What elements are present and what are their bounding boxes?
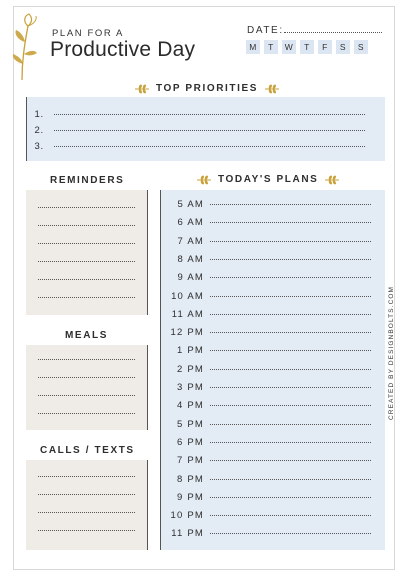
meal-line[interactable] [38, 377, 135, 378]
priority-number: 3. [34, 141, 44, 152]
time-slot-row[interactable] [160, 364, 371, 375]
calls-right-border [147, 460, 148, 550]
time-slot-row[interactable] [160, 419, 371, 430]
weekday-box[interactable]: T [264, 40, 278, 54]
reminders-panel [26, 190, 147, 315]
weekday-box[interactable]: S [354, 40, 368, 54]
time-label: 12 PM [170, 327, 204, 339]
top-priorities-label: TOP PRIORITIES [156, 83, 259, 94]
time-label: 8 AM [177, 253, 204, 265]
time-slot-row[interactable] [160, 455, 371, 466]
time-label: 9 AM [177, 272, 204, 284]
time-slot-row[interactable] [160, 345, 371, 356]
plans-left-border [160, 190, 161, 550]
time-slot-row[interactable] [160, 199, 371, 210]
reminder-line[interactable] [38, 297, 135, 298]
subtitle: PLAN FOR A [52, 28, 124, 39]
reminder-line[interactable] [38, 243, 135, 244]
time-label: 5 AM [177, 199, 204, 210]
calls-texts-panel [26, 460, 147, 550]
top-priorities-panel [26, 97, 385, 161]
reminders-heading: REMINDERS [50, 175, 125, 186]
time-label: 7 AM [177, 235, 204, 247]
weekday-box[interactable]: M [246, 40, 260, 54]
time-slot-row[interactable] [160, 474, 371, 485]
time-label: 2 PM [177, 363, 204, 375]
sprig-left-icon [134, 84, 150, 94]
weekday-selector [246, 40, 368, 54]
date-field-line[interactable] [284, 32, 382, 33]
top-priorities-heading [134, 83, 280, 94]
priority-number: 2. [34, 125, 44, 136]
time-slot-row[interactable] [160, 327, 371, 338]
time-label: 9 PM [177, 491, 204, 503]
time-slot-row[interactable] [160, 309, 371, 320]
sprig-right-icon [324, 175, 340, 185]
credit-text: CREATED BY DESIGNBOLTS.COM [388, 285, 395, 420]
reminder-line[interactable] [38, 207, 135, 208]
time-slot-row[interactable] [160, 400, 371, 411]
priority-row[interactable] [26, 125, 365, 136]
page-title: Productive Day [50, 38, 196, 61]
meal-line[interactable] [38, 359, 135, 360]
call-line[interactable] [38, 530, 135, 531]
sprig-right-icon [264, 84, 280, 94]
time-slot-row[interactable] [160, 272, 371, 283]
time-label: 1 PM [177, 345, 204, 357]
time-slot-row[interactable] [160, 437, 371, 448]
time-slot-row[interactable] [160, 291, 371, 302]
todays-plans-panel [160, 190, 385, 550]
reminder-line[interactable] [38, 279, 135, 280]
time-label: 11 PM [171, 528, 204, 540]
date-label: DATE: [247, 25, 284, 36]
weekday-box[interactable]: W [282, 40, 296, 54]
priority-row[interactable] [26, 109, 365, 120]
time-label: 10 AM [171, 290, 204, 302]
priority-number: 1. [34, 109, 44, 120]
meals-heading: MEALS [65, 330, 108, 341]
time-label: 7 PM [177, 455, 204, 467]
time-label: 3 PM [177, 382, 204, 393]
call-line[interactable] [38, 494, 135, 495]
call-line[interactable] [38, 512, 135, 513]
priorities-left-border [26, 97, 27, 161]
meals-right-border [147, 345, 148, 430]
flower-illustration [8, 12, 38, 82]
calls-texts-heading: CALLS / TEXTS [40, 445, 135, 456]
time-slot-row[interactable] [160, 382, 371, 393]
todays-plans-heading [196, 174, 340, 185]
weekday-box[interactable]: S [336, 40, 350, 54]
reminders-right-border [147, 190, 148, 315]
time-slot-row[interactable] [160, 492, 371, 503]
time-label: 5 PM [177, 418, 204, 430]
weekday-box[interactable]: F [318, 40, 332, 54]
priority-row[interactable] [26, 141, 365, 152]
meal-line[interactable] [38, 413, 135, 414]
time-slot-row[interactable] [160, 528, 371, 539]
weekday-box[interactable]: T [300, 40, 314, 54]
time-slot-row[interactable] [160, 217, 371, 228]
todays-plans-label: TODAY'S PLANS [218, 174, 319, 185]
time-label: 6 AM [177, 217, 204, 229]
time-slot-row[interactable] [160, 254, 371, 265]
time-label: 11 AM [171, 308, 204, 320]
call-line[interactable] [38, 476, 135, 477]
time-slot-row[interactable] [160, 236, 371, 247]
reminder-line[interactable] [38, 225, 135, 226]
time-slot-row[interactable] [160, 510, 371, 521]
meal-line[interactable] [38, 395, 135, 396]
meals-panel [26, 345, 147, 430]
reminder-line[interactable] [38, 261, 135, 262]
time-label: 8 PM [177, 473, 204, 485]
sprig-left-icon [196, 175, 212, 185]
time-label: 4 PM [177, 400, 204, 412]
time-label: 10 PM [170, 510, 204, 522]
time-label: 6 PM [177, 436, 204, 448]
